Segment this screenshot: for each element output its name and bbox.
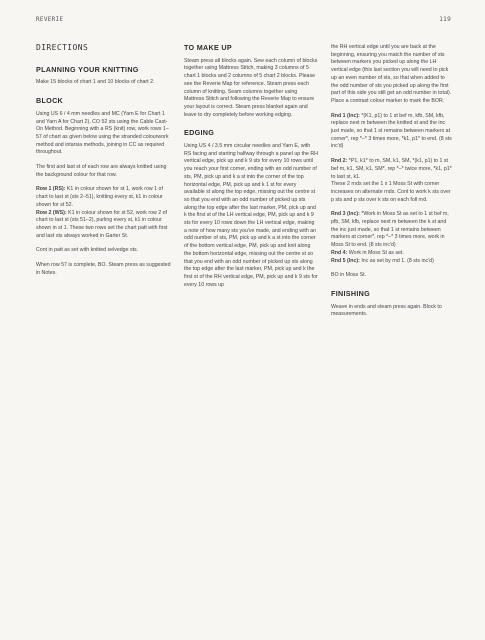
rnd4-text: Work in Moss St as set.: [347, 249, 404, 256]
rnd3-instructions: [331, 211, 453, 250]
directions-title: DIRECTIONS: [36, 43, 89, 52]
finishing-text: Weave in ends and steam press again. Block to measurements.: [331, 303, 442, 318]
make-up-heading: TO MAKE UP: [184, 43, 232, 52]
row2-text: K1 in colour shown for st 52, work row 2 of chart to last st (sts 51–2), purling every st, k1 in colour shown in st 1. These two rows set the chart patt with first and last sts always worked in Garter St.: [36, 209, 168, 239]
rnd2-instructions: [331, 158, 453, 181]
finishing-heading: FINISHING: [331, 288, 371, 298]
planning-text: Make 15 blocks of chart 1 and 10 blocks of chart 2.: [36, 79, 155, 86]
rnd5-label: Rnd 5 (Inc):: [331, 257, 360, 264]
rnd4-label: Rnd 4:: [331, 249, 348, 256]
row1-text: K1 in colour shown for st 1, work row 1 of chart to last st (sts 2–51), knitting every st, k1 in colour shown for st 52.: [36, 186, 163, 208]
column-middle: [184, 44, 318, 296]
rnd1-instructions: [331, 113, 453, 152]
row1-label: Row 1 (RS):: [36, 186, 66, 193]
block-paragraph-1: Using US 6 / 4 mm needles and MC (Yarn E for Chart 1 and Yarn A for Chart 2), CO 52 sts using the Cable Cast-On Method. Beginning with a RS (knit) row, work rows 1–57 of chart as given below using the stranded colourwork method and intarsia methods, joining in CC as required throughout.: [36, 110, 169, 156]
row-instructions: [36, 186, 172, 209]
page-number: 119: [439, 16, 451, 23]
rnd5-text: Inc as set by rnd 1. (8 sts inc'd): [359, 257, 434, 264]
block-paragraph-4: Cont in patt as set with knitted selvedge sts.: [36, 247, 139, 254]
running-head: [36, 16, 451, 23]
rnd5-instructions: [331, 258, 453, 266]
edging-text: Using US 4 / 3.5 mm circular needles and Yarn E, with RS facing and starting halfway through a panel up the RH vertical edge, pick up and k 9 sts for every 10 rows until you reach your first corner, ending with an odd number of sts, PM, pick up and k a st into the corner of the top horizontal edge, PM, pick up and k 1 st for every available st along the top edge, missing out the centre st so that you end with an odd number of picked up sts along the top edge after the last marker, PM, pick up and k the first st of the LH vertical edge, PM, pick up and k 9 sts for every 10 rows down the LH vertical edge, making a note of how many sts you've made, and ending with an odd number of sts, PM, pick up and k a st into the corner of the bottom vertical edge, PM, pick up and knit along the bottom horizontal edge, missing out the centre st so that you end with an odd number of picked up sts along the top edge after the last marker, PM, pick up and k the first st of the RH vertical edge, PM, pick up and k 9 sts for every 10 rows up: [184, 143, 318, 288]
continuation-text: the RH vertical edge until you are back at the beginning, ensuring you match the number of sts between markers you picked up along the LH vertical edge (this last section you will need to pick up an even number of sts, so that when added to the odd number of sts you picked up along the first part of this side you still get an odd number in total). Place a contrast colour marker to mark the BOR.: [331, 44, 452, 104]
column-left: [36, 44, 172, 284]
running-head-title: REVERIE: [36, 16, 64, 23]
planning-heading: PLANNING YOUR KNITTING: [36, 64, 139, 74]
rnd3-label: Rnd 3 (Inc):: [331, 211, 360, 218]
rnd3-text: *Work in Moss St as set to 1 st bef m, pfb, SM, kfb, replace next m between the k st and the inc just made, so that 1 st remains between markers at corner*, rep *–* 3 times more, work in Moss St to end. (8 sts inc'd): [331, 211, 449, 249]
rnd2-note: These 2 rnds set the 1 x 1 Moss St with corner increases on alternate rnds. Cont to work k sts over p sts and p sts over k sts on each foll rnd.: [331, 181, 451, 203]
block-paragraph-5: When row 57 is complete, BO. Steam press as suggested in Notes.: [36, 262, 171, 276]
column-right: [331, 44, 453, 326]
rnd1-label: Rnd 1 (Inc):: [331, 112, 360, 119]
block-paragraph-2: The first and last st of each row are always knitted using the background colour for that row.: [36, 164, 167, 178]
rnd2-label: Rnd 2:: [331, 158, 348, 165]
rnd4-instructions: [331, 250, 453, 258]
edging-heading: EDGING: [184, 128, 215, 138]
block-heading: BLOCK: [36, 96, 64, 106]
row2-label: Row 2 (WS):: [36, 209, 67, 216]
bind-off-text: BO in Moss St.: [331, 272, 367, 279]
rnd1-text: *(K1, p1) to 1 st bef m, kfb, SM, kfb, replace next m between the knitted st and the inc just made, so that 1 st remains between markers at corner*, rep *–* 3 times more, *k1, p1* to end. (8 sts inc'd): [331, 112, 452, 150]
make-up-text: Steam press all blocks again. Sew each column of blocks together using Mattress Stitch, making 3 columns of 5 chart 1 blocks and 2 columns of 5 chart 2 blocks. Please see the Reverie Map for reference. Steam press each column of knitting. Seam columns together using Mattress Stitch and following the Reverie Map to ensure your layout is correct. Steam press blanket again and leave to dry completely before working edging.: [184, 57, 318, 118]
rnd2-text: *P1, k1* to m, SM, k1, SM, *(k1, p1) to 1 st bef m, k1, SM, k1, SM*, rep *–* twice more, *k1, p1* to last st, k1.: [331, 158, 452, 180]
row2-instructions: [36, 210, 172, 241]
